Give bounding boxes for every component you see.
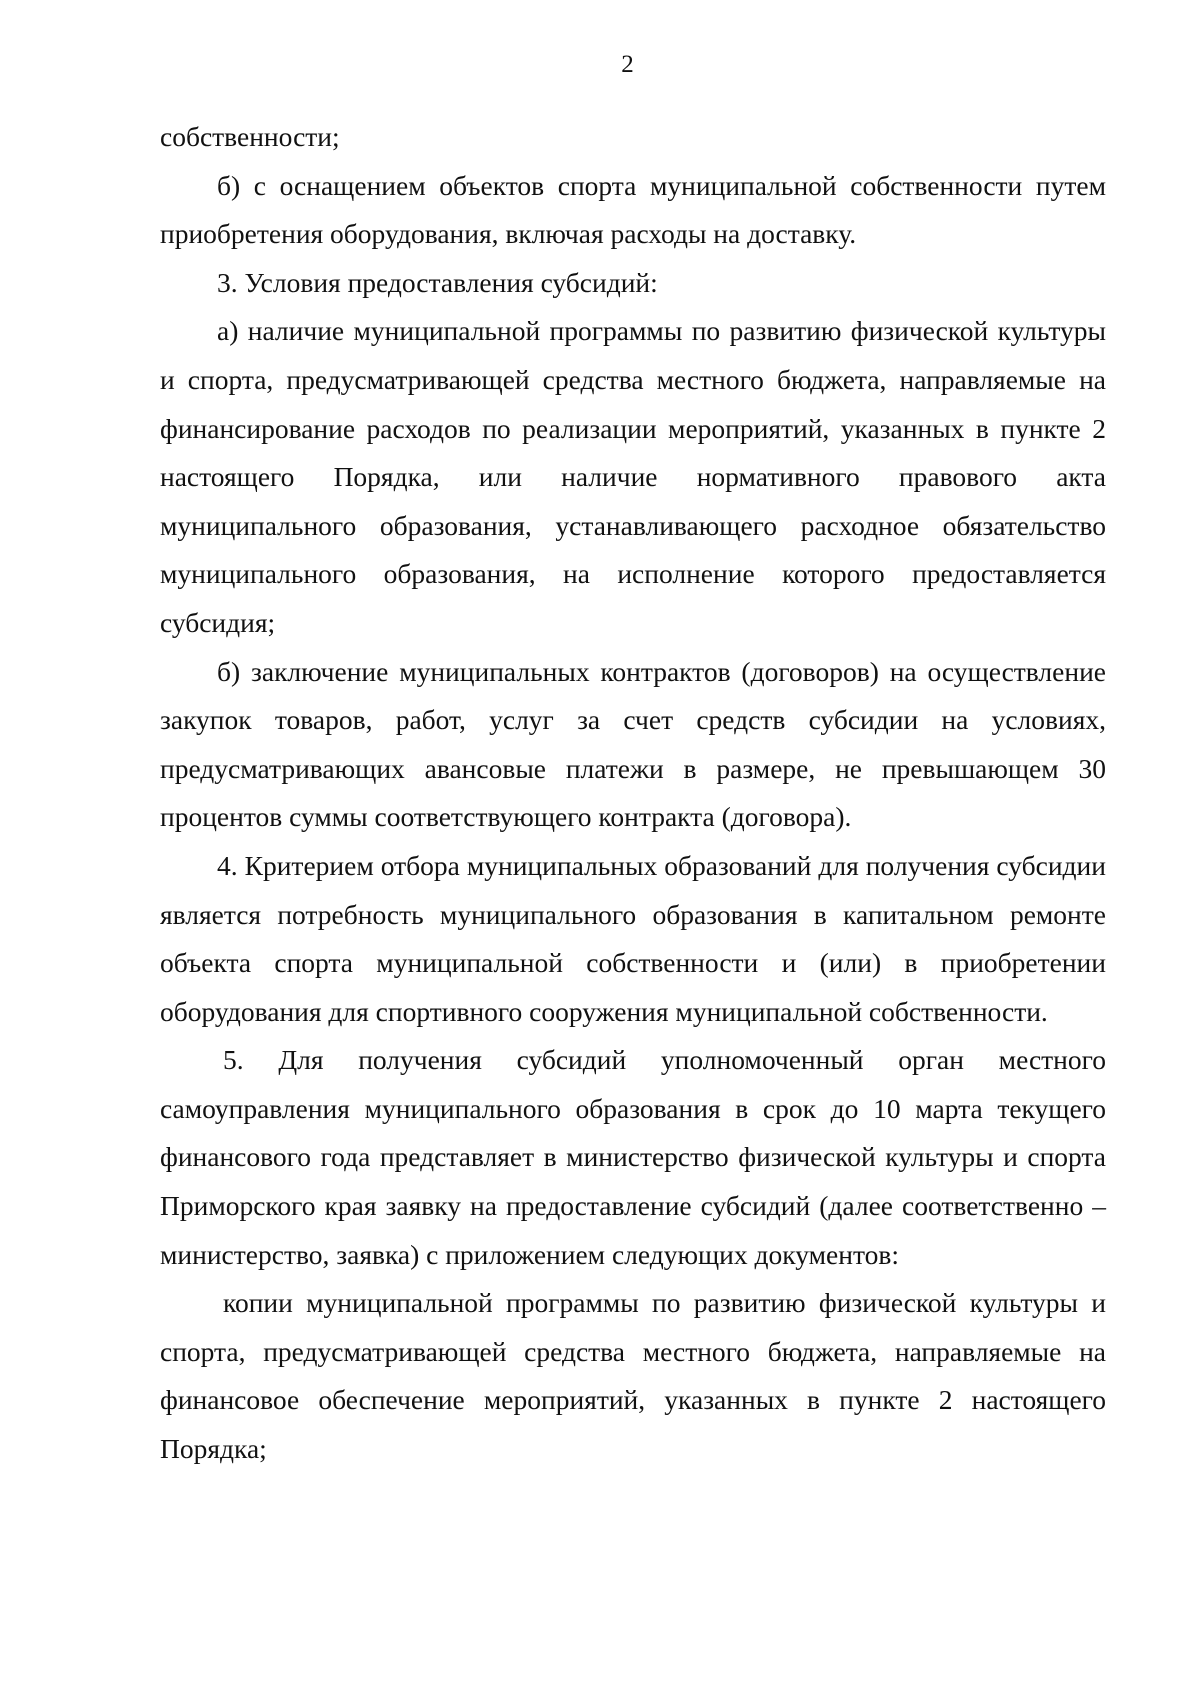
paragraph-section-5-application: 5. Для получения субсидий уполномоченный орган местного самоуправления муниципального образования в срок до 10 марта текущего финансового года представляет в министерство физической культуры и спорта Приморского края заявку на предоставление субсидий (далее соответственно – министерство, заявка) с приложением следующих документов: [160,1044,1106,1270]
paragraph-item-b-equipment: б) с оснащением объектов спорта муниципальной собственности путем приобретения оборудования, включая расходы на доставку. [160,169,1106,250]
page-number: 2 [621,51,634,78]
paragraph-section-3-heading: 3. Условия предоставления субсидий: [217,266,658,298]
paragraph-continuation: собственности; [160,121,340,152]
paragraph-item-a-program: а) наличие муниципальной программы по развитию физической культуры и спорта, предусматривающей средства местного бюджета, направляемые на финансирование расходов по реализации мероприятий, указанных в пункте 2 настоящего Порядка, или наличие нормативного правового акта муниципального образования, устанавливающего расходное обязательство муниципального образования, на исполнение которого предоставляется субсидия; [160,315,1106,638]
paragraph-program-copies: копии муниципальной программы по развитию физической культуры и спорта, предусматривающей средства местного бюджета, направляемые на финансовое обеспечение мероприятий, указанных в пункте 2 настоящего Порядка; [160,1287,1106,1465]
document-body [160,113,1106,1474]
paragraph-item-b-contracts: б) заключение муниципальных контрактов (договоров) на осуществление закупок товаров, работ, услуг за счет средств субсидии на условиях, предусматривающих авансовые платежи в размере, не превышающем 30 процентов суммы соответствующего контракта (договора). [160,655,1106,833]
paragraph-section-4-criterion: 4. Критерием отбора муниципальных образований для получения субсидии является потребность муниципального образования в капитальном ремонте объекта спорта муниципальной собственности и (или) в приобретении оборудования для спортивного сооружения муниципальной собственности. [160,849,1106,1027]
